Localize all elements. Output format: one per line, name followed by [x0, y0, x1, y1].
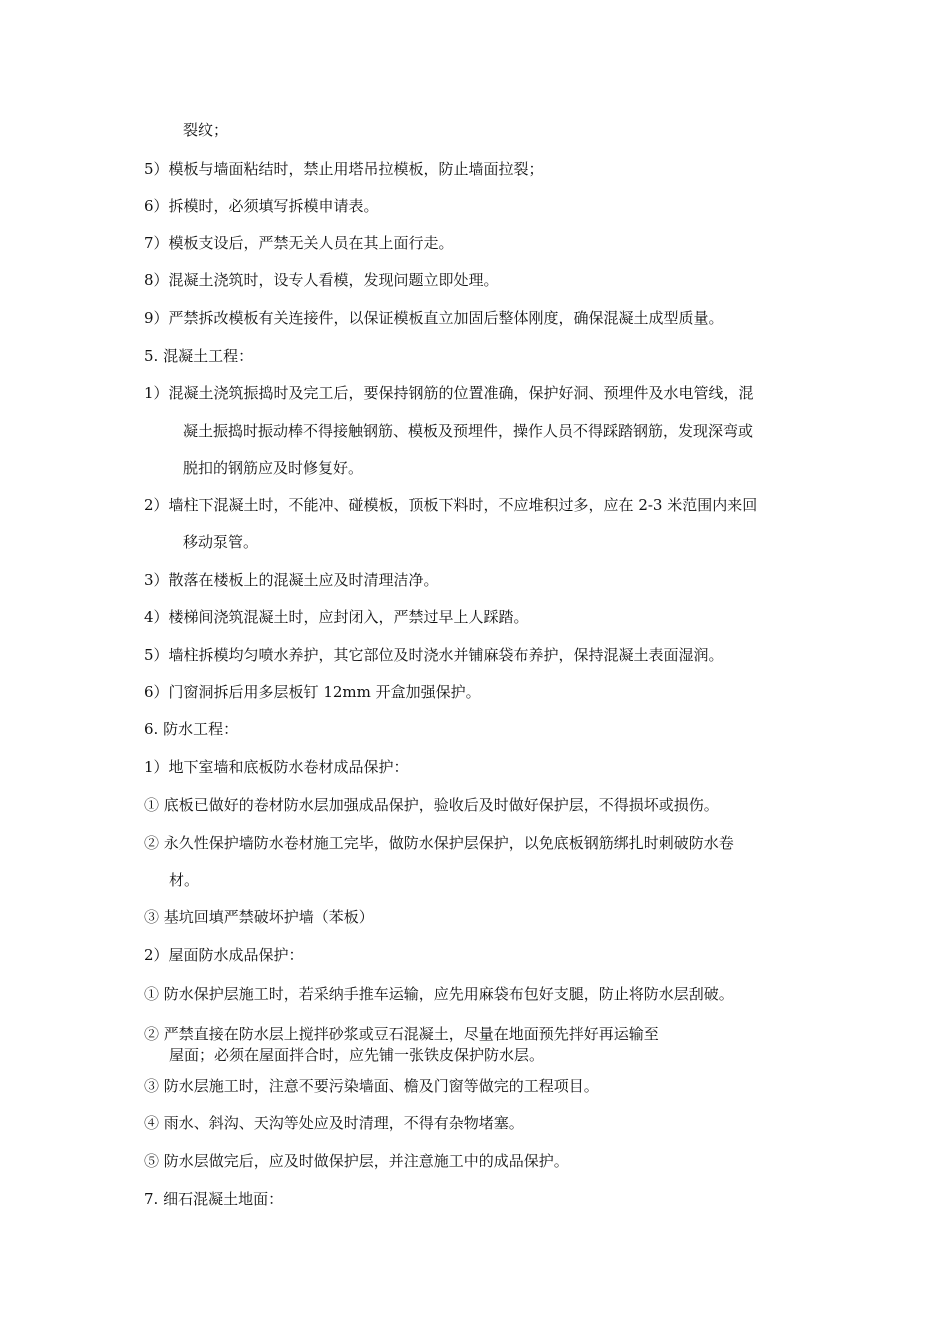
- text-line: ③ 基坑回填严禁破坏护墙（苯板）: [144, 908, 374, 926]
- text-line: ② 严禁直接在防水层上搅拌砂浆或豆石混凝土，尽量在地面预先拌好再运输至: [144, 1025, 659, 1043]
- text-line: 7）模板支设后，严禁无关人员在其上面行走。: [144, 234, 454, 252]
- text-line: ③ 防水层施工时，注意不要污染墙面、檐及门窗等做完的工程项目。: [144, 1077, 599, 1095]
- section-heading: 5. 混凝土工程：: [144, 347, 254, 365]
- text-line: 1）混凝土浇筑振捣时及完工后，要保持钢筋的位置准确，保护好洞、预埋件及水电管线，混: [144, 384, 754, 402]
- text-line: ① 防水保护层施工时，若采纳手推车运输，应先用麻袋布包好支腿，防止将防水层刮破。: [144, 985, 734, 1003]
- text-line: 2）屋面防水成品保护：: [144, 946, 304, 964]
- text-line: 4）楼梯间浇筑混凝土时，应封闭入，严禁过早上人踩踏。: [144, 608, 529, 626]
- text-line: ④ 雨水、斜沟、天沟等处应及时清理，不得有杂物堵塞。: [144, 1114, 524, 1132]
- text-line: 脱扣的钢筋应及时修复好。: [183, 459, 364, 477]
- text-line: 3）散落在楼板上的混凝土应及时清理洁净。: [144, 571, 439, 589]
- text-line: ② 永久性保护墙防水卷材施工完毕，做防水保护层保护，以免底板钢筋绑扎时刺破防水卷: [144, 834, 734, 852]
- section-heading: 6. 防水工程：: [144, 720, 239, 738]
- section-heading: 7. 细石混凝土地面：: [144, 1190, 284, 1208]
- text-line: 屋面；必须在屋面拌合时，应先铺一张铁皮保护防水层。: [169, 1046, 545, 1064]
- text-line: ⑤ 防水层做完后，应及时做保护层，并注意施工中的成品保护。: [144, 1152, 569, 1170]
- text-line: 9）严禁拆改模板有关连接件，以保证模板直立加固后整体刚度，确保混凝土成型质量。: [144, 309, 724, 327]
- text-line: 5）模板与墙面粘结时，禁止用塔吊拉模板，防止墙面拉裂；: [144, 160, 544, 178]
- text-line: ① 底板已做好的卷材防水层加强成品保护，验收后及时做好保护层，不得损坏或损伤。: [144, 796, 719, 814]
- text-line: 6）拆模时，必须填写拆模申请表。: [144, 197, 379, 215]
- text-line: 裂纹；: [183, 121, 229, 139]
- text-line: 6）门窗洞拆后用多层板钉 12mm 开盒加强保护。: [144, 683, 481, 701]
- text-line: 材。: [169, 871, 200, 889]
- text-line: 8）混凝土浇筑时，设专人看模，发现问题立即处理。: [144, 271, 499, 289]
- text-line: 2）墙柱下混凝土时，不能冲、碰模板，顶板下料时，不应堆积过多，应在 2-3 米范围内来回: [144, 496, 758, 514]
- text-line: 1）地下室墙和底板防水卷材成品保护：: [144, 758, 409, 776]
- text-line: 移动泵管。: [183, 533, 259, 551]
- text-line: 5）墙柱拆模均匀喷水养护，其它部位及时浇水并铺麻袋布养护，保持混凝土表面湿润。: [144, 646, 724, 664]
- text-line: 凝土振捣时振动棒不得接触钢筋、模板及预埋件，操作人员不得踩踏钢筋，发现深弯或: [183, 422, 754, 440]
